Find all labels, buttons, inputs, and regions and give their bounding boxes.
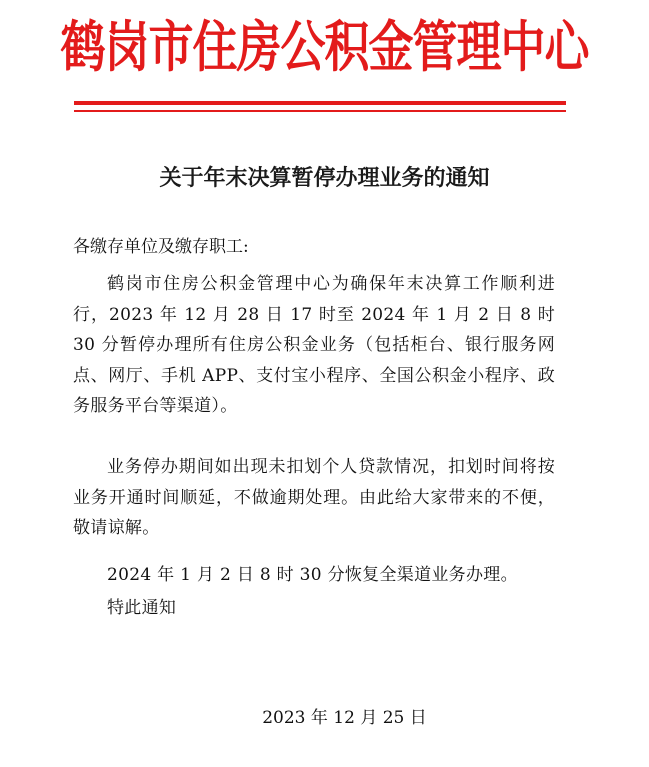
letterhead-org-name: 鹤岗市住房公积金管理中心 <box>60 14 589 80</box>
notice-paragraph-3: 2024 年 1 月 2 日 8 时 30 分恢复全渠道业务办理。 <box>107 565 518 585</box>
notice-date: 2023 年 12 月 25 日 <box>262 708 427 728</box>
notice-title: 关于年末决算暂停办理业务的通知 <box>159 165 490 191</box>
notice-salutation: 各缴存单位及缴存职工: <box>73 237 249 257</box>
notice-closing: 特此通知 <box>107 598 177 618</box>
letterhead-rule-thick <box>74 101 566 105</box>
letterhead-rule-thin <box>74 110 566 112</box>
notice-paragraph-1: 鹤岗市住房公积金管理中心为确保年末决算工作顺利进行，2023 年 12 月 28 日 17 时至 2024 年 1 月 2 日 8 时 30 分暂停办理所有住房公积金业务（包括柜台、银行服务网点、网厅、手机 APP、支付宝小程序、全国公积金小程序、政务服务平台等渠道）。 <box>73 274 555 416</box>
notice-paragraph-2: 业务停办期间如出现未扣划个人贷款情况，扣划时间将按业务开通时间顺延，不做逾期处理。由此给大家带来的不便，敬请谅解。 <box>73 457 555 538</box>
